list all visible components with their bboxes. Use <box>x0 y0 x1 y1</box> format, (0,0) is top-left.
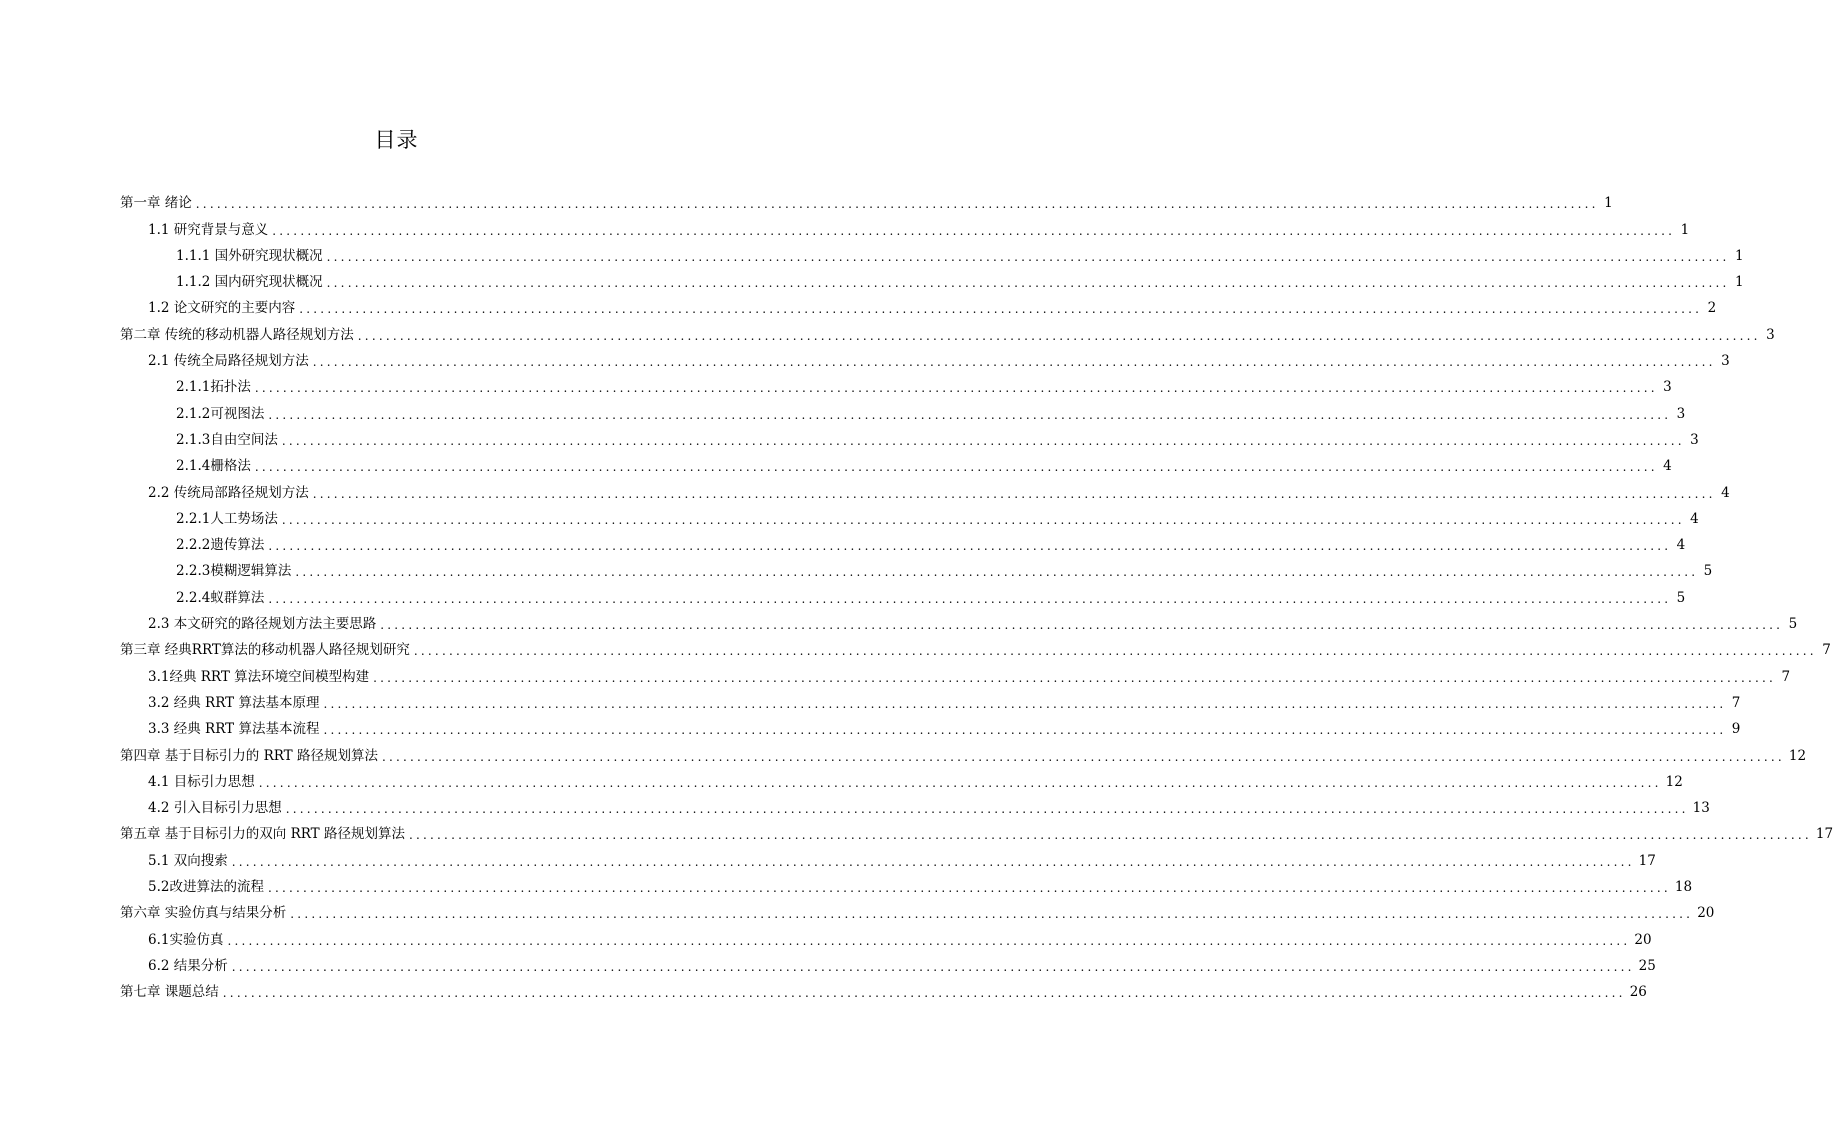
toc-entry-label: 2.3 本文研究的路径规划方法主要思路 <box>148 616 377 633</box>
toc-entry-page-number: 20 <box>1634 931 1652 948</box>
toc-entry[interactable] <box>120 451 1672 477</box>
toc-entry[interactable] <box>120 267 1744 293</box>
toc-entry[interactable] <box>120 951 1656 977</box>
toc-entry-page-number: 1 <box>1604 195 1613 212</box>
toc-dot-leader: ........................................................................................................................................................................................................ <box>227 933 1631 948</box>
toc-entry[interactable] <box>120 767 1683 793</box>
toc-entry-page-number: 3 <box>1766 326 1775 343</box>
toc-entry-page-number: 13 <box>1692 800 1710 817</box>
toc-dot-leader: ........................................................................................................................................................................................................ <box>299 302 1703 317</box>
toc-entry[interactable] <box>120 688 1741 714</box>
toc-entry[interactable] <box>120 214 1690 240</box>
toc-entry-label: 2.1 传统全局路径规划方法 <box>148 353 309 370</box>
toc-entry[interactable] <box>120 924 1652 950</box>
toc-dot-leader: ........................................................................................................................................................................................................ <box>380 618 1784 633</box>
toc-entry-page-number: 4 <box>1663 458 1672 475</box>
toc-dot-leader: ........................................................................................................................................................................................................ <box>231 959 1635 974</box>
toc-entry[interactable] <box>120 582 1686 608</box>
toc-entry[interactable] <box>120 714 1741 740</box>
toc-dot-leader: ........................................................................................................................................................................................................ <box>381 749 1785 764</box>
toc-entry[interactable] <box>120 188 1613 214</box>
toc-entry-page-number: 7 <box>1822 642 1831 659</box>
toc-entry[interactable] <box>120 477 1730 503</box>
toc-entry-page-number: 26 <box>1629 984 1647 1001</box>
toc-entry-label: 2.2.3模糊逻辑算法 <box>176 563 292 580</box>
toc-entry-label: 3.2 经典 RRT 算法基本原理 <box>148 694 320 711</box>
toc-entry[interactable] <box>120 372 1672 398</box>
toc-entry-label: 2.1.4栅格法 <box>176 458 251 475</box>
toc-dot-leader: ........................................................................................................................................................................................................ <box>268 407 1672 422</box>
toc-entry-label: 第四章 基于目标引力的 RRT 路径规划算法 <box>120 747 378 764</box>
toc-entry[interactable] <box>120 793 1710 819</box>
toc-entry-page-number: 12 <box>1665 773 1683 790</box>
toc-entry-page-number: 4 <box>1676 537 1686 554</box>
toc-dot-leader: ........................................................................................................................................................................................................ <box>413 644 1817 659</box>
toc-entry[interactable] <box>120 346 1730 372</box>
toc-entry[interactable] <box>120 530 1686 556</box>
toc-dot-leader: ........................................................................................................................................................................................................ <box>281 433 1685 448</box>
toc-dot-leader: ........................................................................................................................................................................................................ <box>272 223 1676 238</box>
toc-entry-page-number: 5 <box>1788 616 1798 633</box>
toc-entry[interactable] <box>120 556 1713 582</box>
toc-entry[interactable] <box>120 898 1715 924</box>
toc-dot-leader: ........................................................................................................................................................................................................ <box>323 723 1727 738</box>
toc-dot-leader: ........................................................................................................................................................................................................ <box>267 881 1671 896</box>
toc-entry-page-number: 7 <box>1731 694 1741 711</box>
toc-entry-page-number: 5 <box>1703 563 1713 580</box>
toc-entry-page-number: 3 <box>1690 431 1699 448</box>
toc-dot-leader: ........................................................................................................................................................................................................ <box>290 907 1694 922</box>
toc-entry[interactable] <box>120 819 1833 845</box>
toc-dot-leader: ........................................................................................................................................................................................................ <box>268 539 1672 554</box>
toc-entry[interactable] <box>120 293 1717 319</box>
toc-dot-leader: ........................................................................................................................................................................................................ <box>312 355 1716 370</box>
toc-dot-leader: ........................................................................................................................................................................................................ <box>281 512 1685 527</box>
toc-entry-page-number: 2 <box>1707 300 1717 317</box>
toc-entry-page-number: 3 <box>1721 353 1730 370</box>
table-of-contents <box>120 188 1833 1003</box>
toc-entry-label: 第二章 传统的移动机器人路径规划方法 <box>120 326 354 343</box>
toc-entry-page-number: 7 <box>1781 668 1791 685</box>
toc-entry-label: 4.2 引入目标引力思想 <box>148 800 282 817</box>
toc-dot-leader: ........................................................................................................................................................................................................ <box>254 381 1658 396</box>
toc-entry[interactable] <box>120 635 1831 661</box>
toc-entry-page-number: 9 <box>1731 721 1741 738</box>
toc-entry-label: 第七章 课题总结 <box>120 984 219 1001</box>
toc-entry[interactable] <box>120 609 1798 635</box>
toc-entry-label: 5.2改进算法的流程 <box>148 879 264 896</box>
toc-dot-leader: ........................................................................................................................................................................................................ <box>357 328 1761 343</box>
toc-entry[interactable] <box>120 398 1686 424</box>
toc-entry-page-number: 5 <box>1676 589 1686 606</box>
toc-entry-label: 第一章 绪论 <box>120 195 192 212</box>
toc-dot-leader: ........................................................................................................................................................................................................ <box>323 696 1727 711</box>
toc-entry-label: 4.1 目标引力思想 <box>148 773 255 790</box>
toc-entry-page-number: 3 <box>1676 405 1686 422</box>
toc-entry-page-number: 17 <box>1638 852 1656 869</box>
toc-entry-label: 2.2.4蚁群算法 <box>176 589 265 606</box>
toc-entry-page-number: 4 <box>1690 510 1699 527</box>
toc-entry[interactable] <box>120 740 1807 766</box>
toc-entry-label: 2.2.2遗传算法 <box>176 537 265 554</box>
toc-entry[interactable] <box>120 845 1656 871</box>
toc-entry-label: 6.2 结果分析 <box>148 957 228 974</box>
toc-dot-leader: ........................................................................................................................................................................................................ <box>408 828 1812 843</box>
toc-dot-leader: ........................................................................................................................................................................................................ <box>231 854 1635 869</box>
toc-entry[interactable] <box>120 661 1791 687</box>
toc-dot-leader: ........................................................................................................................................................................................................ <box>312 486 1716 501</box>
toc-entry[interactable] <box>120 872 1693 898</box>
toc-dot-leader: ........................................................................................................................................................................................................ <box>285 802 1689 817</box>
toc-dot-leader: ........................................................................................................................................................................................................ <box>268 591 1672 606</box>
toc-entry-page-number: 1 <box>1734 274 1744 291</box>
toc-entry-label: 2.1.1拓扑法 <box>176 379 251 396</box>
toc-dot-leader: ........................................................................................................................................................................................................ <box>258 775 1662 790</box>
toc-entry-label: 1.1.2 国内研究现状概况 <box>176 274 323 291</box>
toc-entry[interactable] <box>120 504 1699 530</box>
toc-dot-leader: ........................................................................................................................................................................................................ <box>195 197 1599 212</box>
toc-entry-label: 6.1实验仿真 <box>148 931 224 948</box>
toc-entry-page-number: 18 <box>1674 879 1693 896</box>
page-title: 目录 <box>374 128 419 152</box>
toc-dot-leader: ........................................................................................................................................................................................................ <box>326 276 1730 291</box>
toc-entry-label: 5.1 双向搜索 <box>148 852 228 869</box>
toc-entry-label: 1.2 论文研究的主要内容 <box>148 300 296 317</box>
toc-entry-label: 2.1.3自由空间法 <box>176 431 278 448</box>
toc-dot-leader: ........................................................................................................................................................................................................ <box>295 565 1699 580</box>
toc-dot-leader: ........................................................................................................................................................................................................ <box>222 986 1626 1001</box>
toc-entry-label: 第三章 经典RRT算法的移动机器人路径规划研究 <box>120 642 410 659</box>
toc-entry-page-number: 4 <box>1721 484 1730 501</box>
toc-entry-label: 3.3 经典 RRT 算法基本流程 <box>148 721 320 738</box>
toc-dot-leader: ........................................................................................................................................................................................................ <box>326 249 1730 264</box>
toc-entry-label: 第六章 实验仿真与结果分析 <box>120 905 287 922</box>
toc-entry-label: 1.1.1 国外研究现状概况 <box>176 247 323 264</box>
toc-entry-label: 2.2.1人工势场法 <box>176 510 278 527</box>
toc-entry-page-number: 3 <box>1663 379 1672 396</box>
toc-entry-page-number: 20 <box>1697 905 1715 922</box>
toc-dot-leader: ........................................................................................................................................................................................................ <box>373 670 1777 685</box>
toc-entry-page-number: 17 <box>1815 826 1833 843</box>
toc-entry-label: 1.1 研究背景与意义 <box>148 221 269 238</box>
toc-entry-page-number: 1 <box>1680 221 1690 238</box>
toc-entry-page-number: 25 <box>1638 957 1656 974</box>
toc-entry[interactable] <box>120 241 1744 267</box>
toc-entry[interactable] <box>120 977 1647 1003</box>
toc-entry[interactable] <box>120 425 1699 451</box>
toc-entry-label: 第五章 基于目标引力的双向 RRT 路径规划算法 <box>120 826 405 843</box>
toc-entry-label: 2.2 传统局部路径规划方法 <box>148 484 309 501</box>
toc-dot-leader: ........................................................................................................................................................................................................ <box>254 460 1658 475</box>
toc-entry-page-number: 1 <box>1734 247 1744 264</box>
toc-entry-label: 2.1.2可视图法 <box>176 405 265 422</box>
toc-entry[interactable] <box>120 319 1775 345</box>
toc-entry-label: 3.1经典 RRT 算法环境空间模型构建 <box>148 668 370 685</box>
toc-entry-page-number: 12 <box>1788 747 1807 764</box>
